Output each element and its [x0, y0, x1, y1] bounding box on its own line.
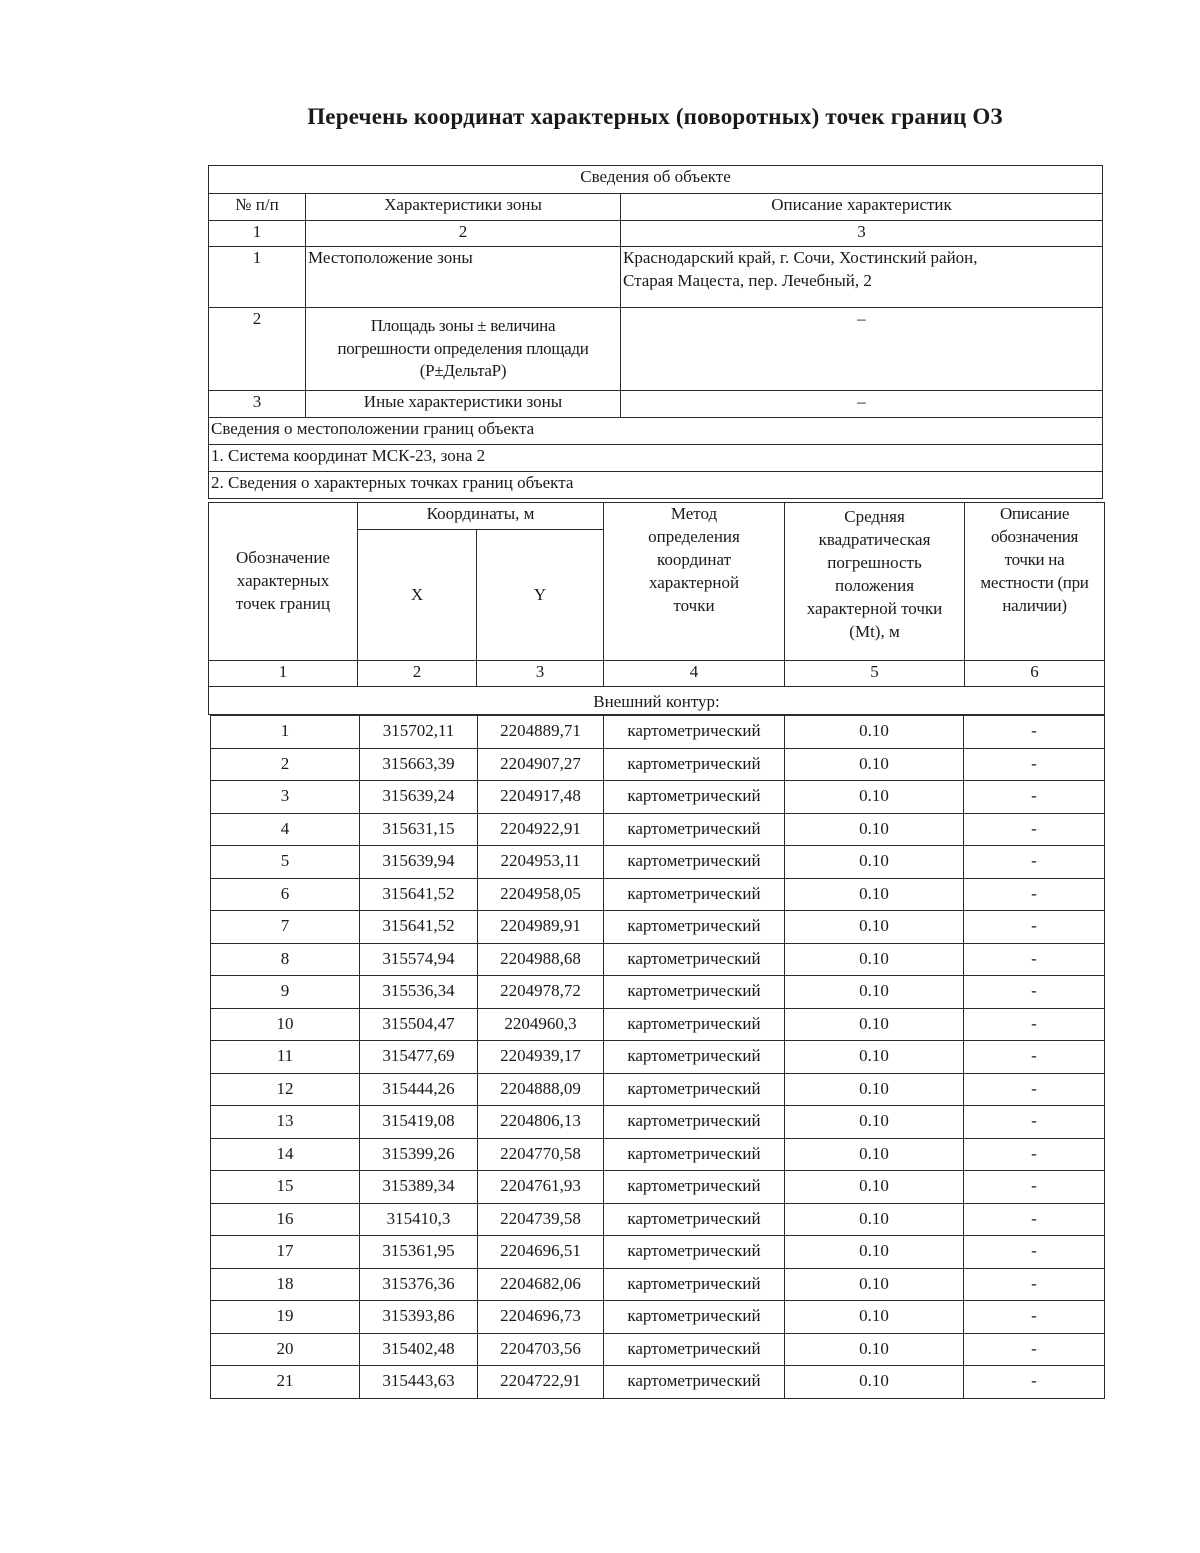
col-description-header: Описание характеристик: [621, 194, 1103, 221]
point-number: 7: [211, 911, 360, 944]
point-mt: 0.10: [785, 1106, 964, 1139]
point-desc: -: [964, 1073, 1105, 1106]
info-row-name: Иные характеристики зоны: [306, 391, 621, 418]
point-mt: 0.10: [785, 1236, 964, 1269]
point-x: 315663,39: [360, 748, 478, 781]
point-x: 315574,94: [360, 943, 478, 976]
point-number: 16: [211, 1203, 360, 1236]
point-number: 18: [211, 1268, 360, 1301]
error-line: погрешность: [827, 552, 922, 572]
table-row: [211, 976, 1105, 1009]
point-number: 13: [211, 1106, 360, 1139]
error-line: характерной точки: [806, 598, 943, 618]
point-mt: 0.10: [785, 1041, 964, 1074]
point-method: картометрический: [604, 1106, 785, 1139]
table-row: [211, 1366, 1105, 1399]
point-method: картометрический: [604, 1041, 785, 1074]
point-method: картометрический: [604, 1203, 785, 1236]
point-desc: -: [964, 1366, 1105, 1399]
point-mt: 0.10: [785, 878, 964, 911]
table-row: [211, 911, 1105, 944]
point-mt: 0.10: [785, 813, 964, 846]
area-line-1: Площадь зоны ± величина: [370, 315, 556, 335]
point-desc: -: [964, 1333, 1105, 1366]
point-mt: 0.10: [785, 846, 964, 879]
point-y: 2204770,58: [478, 1138, 604, 1171]
col-index: 3: [621, 221, 1103, 247]
point-mt: 0.10: [785, 1171, 964, 1204]
col-desc-header: [965, 503, 1105, 661]
col-y-header: Y: [477, 530, 604, 661]
point-x: 315402,48: [360, 1333, 478, 1366]
point-y: 2204696,73: [478, 1301, 604, 1334]
point-method: картометрический: [604, 1073, 785, 1106]
info-row-area: [209, 308, 1103, 391]
point-method: картометрический: [604, 1268, 785, 1301]
col-x-header: X: [358, 530, 477, 661]
table-row: [211, 1268, 1105, 1301]
point-number: 3: [211, 781, 360, 814]
col-characteristic-header: Характеристики зоны: [306, 194, 621, 221]
point-method: картометрический: [604, 1333, 785, 1366]
designation-line: характерных: [236, 571, 330, 591]
point-y: 2204922,91: [478, 813, 604, 846]
point-x: 315641,52: [360, 911, 478, 944]
point-desc: -: [964, 1171, 1105, 1204]
point-desc: -: [964, 976, 1105, 1009]
area-line-2: погрешности определения площади: [337, 338, 589, 358]
point-desc: -: [964, 813, 1105, 846]
table-row: [211, 813, 1105, 846]
point-desc: -: [964, 716, 1105, 749]
point-method: картометрический: [604, 716, 785, 749]
point-mt: 0.10: [785, 1008, 964, 1041]
point-x: 315443,63: [360, 1366, 478, 1399]
point-number: 9: [211, 976, 360, 1009]
point-number: 10: [211, 1008, 360, 1041]
point-desc: -: [964, 943, 1105, 976]
contour-label: Внешний контур:: [209, 687, 1105, 715]
point-number: 14: [211, 1138, 360, 1171]
point-number: 20: [211, 1333, 360, 1366]
document-title: Перечень координат характерных (поворотных) точек границ ОЗ: [307, 104, 1003, 129]
point-mt: 0.10: [785, 781, 964, 814]
point-method: картометрический: [604, 911, 785, 944]
point-number: 17: [211, 1236, 360, 1269]
point-method: картометрический: [604, 813, 785, 846]
location-line-2: Старая Мацеста, пер. Лечебный, 2: [623, 270, 872, 290]
table-row: [211, 1171, 1105, 1204]
point-desc: -: [964, 846, 1105, 879]
col-index: 4: [604, 661, 785, 687]
col-index: 1: [209, 661, 358, 687]
col-error-header: [785, 503, 965, 661]
points-header-table: [208, 502, 1105, 715]
point-y: 2204917,48: [478, 781, 604, 814]
point-x: 315536,34: [360, 976, 478, 1009]
col-index: 1: [209, 221, 306, 247]
point-method: картометрический: [604, 1366, 785, 1399]
col-method-header: [604, 503, 785, 661]
point-number: 5: [211, 846, 360, 879]
object-info-table: [208, 165, 1103, 499]
col-index: 3: [477, 661, 604, 687]
table-row: [211, 1333, 1105, 1366]
point-x: 315631,15: [360, 813, 478, 846]
point-number: 15: [211, 1171, 360, 1204]
point-desc: -: [964, 1268, 1105, 1301]
area-line-3: (P±ДельтаP): [419, 361, 507, 381]
point-desc: -: [964, 1138, 1105, 1171]
col-index: 6: [965, 661, 1105, 687]
info-row-name: Местоположение зоны: [306, 247, 621, 308]
point-mt: 0.10: [785, 1333, 964, 1366]
table-row: [211, 1138, 1105, 1171]
point-y: 2204988,68: [478, 943, 604, 976]
table-row: [211, 1106, 1105, 1139]
point-y: 2204739,58: [478, 1203, 604, 1236]
info-row-location: [209, 247, 1103, 308]
point-desc: -: [964, 748, 1105, 781]
point-y: 2204958,05: [478, 878, 604, 911]
points-data-table: [210, 715, 1105, 1399]
point-x: 315419,08: [360, 1106, 478, 1139]
point-mt: 0.10: [785, 911, 964, 944]
table-row: [211, 1236, 1105, 1269]
point-method: картометрический: [604, 846, 785, 879]
point-mt: 0.10: [785, 1366, 964, 1399]
col-coords-header: Координаты, м: [358, 503, 604, 530]
point-mt: 0.10: [785, 1203, 964, 1236]
point-y: 2204960,3: [478, 1008, 604, 1041]
point-desc: -: [964, 1301, 1105, 1334]
point-desc: -: [964, 781, 1105, 814]
point-y: 2204978,72: [478, 976, 604, 1009]
point-y: 2204939,17: [478, 1041, 604, 1074]
point-y: 2204761,93: [478, 1171, 604, 1204]
point-y: 2204682,06: [478, 1268, 604, 1301]
info-row-value: [621, 247, 1103, 308]
points-heading: 2. Сведения о характерных точках границ объекта: [209, 472, 1103, 499]
point-x: 315393,86: [360, 1301, 478, 1334]
point-mt: 0.10: [785, 1073, 964, 1106]
point-y: 2204888,09: [478, 1073, 604, 1106]
point-method: картометрический: [604, 943, 785, 976]
point-x: 315444,26: [360, 1073, 478, 1106]
desc-line: обозначения: [990, 526, 1079, 546]
method-line: координат: [656, 549, 732, 569]
point-number: 11: [211, 1041, 360, 1074]
point-desc: -: [964, 878, 1105, 911]
point-mt: 0.10: [785, 943, 964, 976]
coord-system: 1. Система координат МСК-23, зона 2: [209, 445, 1103, 472]
col-index: 5: [785, 661, 965, 687]
point-y: 2204889,71: [478, 716, 604, 749]
point-y: 2204703,56: [478, 1333, 604, 1366]
table-row: [211, 1073, 1105, 1106]
object-info-header: Сведения об объекте: [209, 166, 1103, 194]
point-mt: 0.10: [785, 1301, 964, 1334]
point-method: картометрический: [604, 748, 785, 781]
point-y: 2204696,51: [478, 1236, 604, 1269]
table-row: [211, 748, 1105, 781]
point-method: картометрический: [604, 976, 785, 1009]
table-row: [211, 1203, 1105, 1236]
info-row-value: –: [621, 391, 1103, 418]
method-line: точки: [673, 595, 715, 615]
point-y: 2204953,11: [478, 846, 604, 879]
point-x: 315361,95: [360, 1236, 478, 1269]
point-number: 19: [211, 1301, 360, 1334]
point-x: 315410,3: [360, 1203, 478, 1236]
point-x: 315477,69: [360, 1041, 478, 1074]
info-row-num: 1: [209, 247, 306, 308]
point-x: 315641,52: [360, 878, 478, 911]
point-desc: -: [964, 1203, 1105, 1236]
point-number: 1: [211, 716, 360, 749]
col-num-header: № п/п: [209, 194, 306, 221]
info-row-other: [209, 391, 1103, 418]
point-number: 21: [211, 1366, 360, 1399]
method-line: определения: [648, 526, 740, 546]
designation-line: Обозначение: [236, 548, 330, 568]
point-method: картометрический: [604, 878, 785, 911]
table-row: [211, 716, 1105, 749]
point-number: 4: [211, 813, 360, 846]
point-y: 2204722,91: [478, 1366, 604, 1399]
point-x: 315399,26: [360, 1138, 478, 1171]
col-designation-header: [209, 503, 358, 661]
point-desc: -: [964, 1236, 1105, 1269]
point-mt: 0.10: [785, 1138, 964, 1171]
point-method: картометрический: [604, 1236, 785, 1269]
point-desc: -: [964, 911, 1105, 944]
point-x: 315504,47: [360, 1008, 478, 1041]
desc-line: наличии): [1002, 595, 1067, 615]
desc-line: местности (при: [980, 572, 1089, 592]
point-method: картометрический: [604, 1301, 785, 1334]
point-x: 315639,24: [360, 781, 478, 814]
error-line: Средняя: [844, 507, 905, 526]
point-number: 12: [211, 1073, 360, 1106]
table-row: [211, 1041, 1105, 1074]
point-mt: 0.10: [785, 1268, 964, 1301]
desc-line: Описание: [999, 504, 1070, 523]
point-method: картометрический: [604, 1171, 785, 1204]
location-line-1: Краснодарский край, г. Сочи, Хостинский район,: [623, 248, 978, 267]
point-x: 315389,34: [360, 1171, 478, 1204]
info-row-name: [306, 308, 621, 391]
point-y: 2204989,91: [478, 911, 604, 944]
col-index: 2: [306, 221, 621, 247]
table-row: [211, 1301, 1105, 1334]
table-row: [211, 1008, 1105, 1041]
point-method: картометрический: [604, 1138, 785, 1171]
info-row-num: 2: [209, 308, 306, 391]
point-method: картометрический: [604, 781, 785, 814]
point-mt: 0.10: [785, 748, 964, 781]
point-mt: 0.10: [785, 716, 964, 749]
point-desc: -: [964, 1106, 1105, 1139]
point-x: 315376,36: [360, 1268, 478, 1301]
designation-line: точек границ: [235, 593, 331, 613]
table-row: [211, 846, 1105, 879]
info-row-value: –: [621, 308, 1103, 391]
table-row: [211, 781, 1105, 814]
point-number: 6: [211, 878, 360, 911]
method-line: характерной: [648, 572, 740, 592]
point-y: 2204806,13: [478, 1106, 604, 1139]
error-line: квадратическая: [818, 529, 931, 549]
method-line: Метод: [670, 504, 718, 523]
point-number: 8: [211, 943, 360, 976]
error-line: (Mt), м: [849, 621, 900, 641]
boundary-heading: Сведения о местоположении границ объекта: [209, 418, 1103, 445]
point-x: 315702,11: [360, 716, 478, 749]
col-index: 2: [358, 661, 477, 687]
desc-line: точки на: [1004, 549, 1065, 569]
point-desc: -: [964, 1008, 1105, 1041]
point-method: картометрический: [604, 1008, 785, 1041]
point-desc: -: [964, 1041, 1105, 1074]
point-mt: 0.10: [785, 976, 964, 1009]
point-y: 2204907,27: [478, 748, 604, 781]
error-line: положения: [835, 575, 915, 595]
table-row: [211, 943, 1105, 976]
point-x: 315639,94: [360, 846, 478, 879]
info-row-num: 3: [209, 391, 306, 418]
table-row: [211, 878, 1105, 911]
point-number: 2: [211, 748, 360, 781]
